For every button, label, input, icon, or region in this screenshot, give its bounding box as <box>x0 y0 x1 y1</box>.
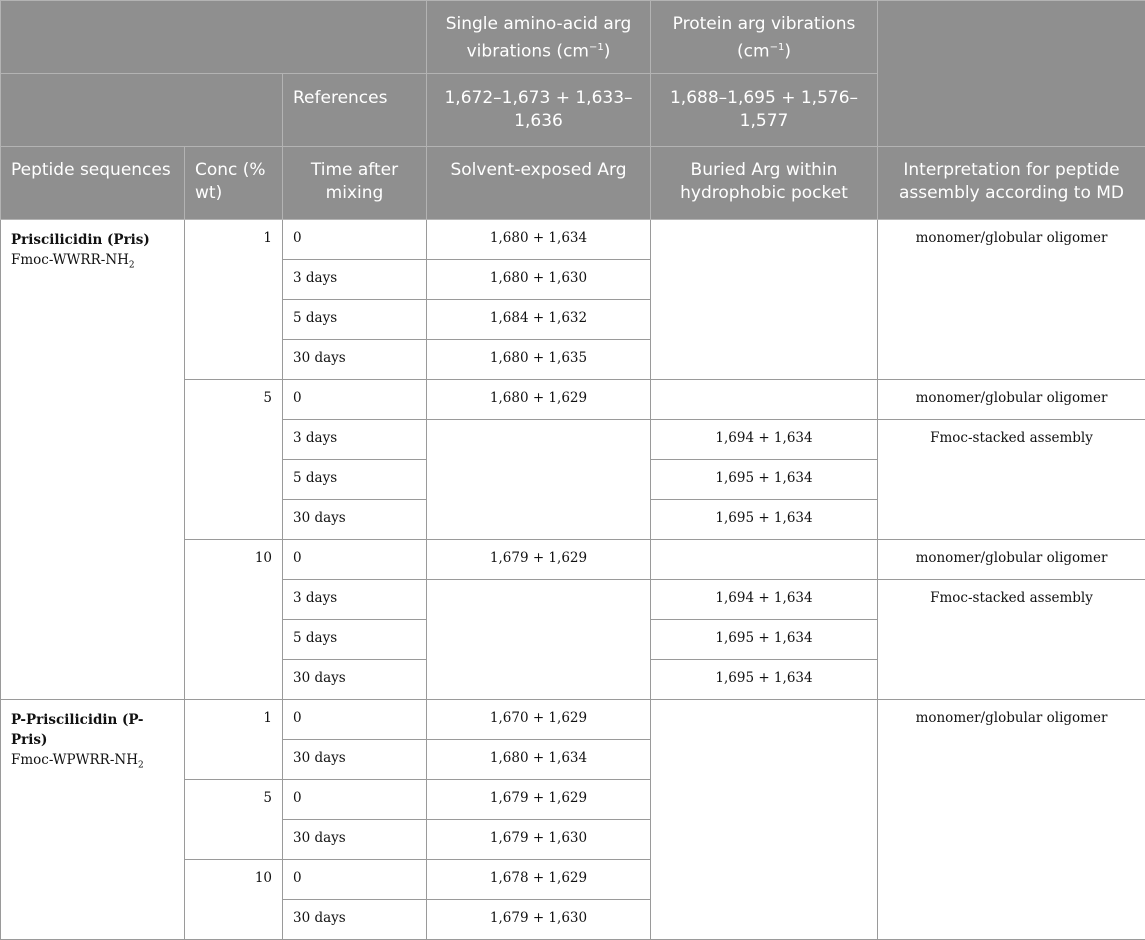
peptide-name: P-Priscilicidin (P-Pris) <box>11 710 174 750</box>
header-blank <box>1 1 427 74</box>
solvent-cell: 1,670 + 1,629 <box>427 700 651 740</box>
header-single-ref: 1,672–1,673 + 1,633–1,636 <box>427 74 651 147</box>
header-conc: Conc (% wt) <box>185 147 283 220</box>
time-cell: 30 days <box>283 820 427 860</box>
time-cell: 5 days <box>283 460 427 500</box>
solvent-cell: 1,679 + 1,630 <box>427 900 651 940</box>
solvent-cell: 1,679 + 1,629 <box>427 540 651 580</box>
buried-cell: 1,694 + 1,634 <box>651 580 878 620</box>
header-peptide: Peptide sequences <box>1 147 185 220</box>
buried-cell <box>651 700 878 940</box>
solvent-cell: 1,680 + 1,629 <box>427 380 651 420</box>
time-cell: 0 <box>283 780 427 820</box>
interp-cell: monomer/globular oligomer <box>878 220 1145 380</box>
time-cell: 0 <box>283 540 427 580</box>
table-row <box>1 700 1145 740</box>
time-cell: 3 days <box>283 260 427 300</box>
time-cell: 30 days <box>283 660 427 700</box>
solvent-cell: 1,680 + 1,630 <box>427 260 651 300</box>
table-row <box>1 220 1145 260</box>
header-row-1 <box>1 1 1145 74</box>
buried-cell <box>651 220 878 380</box>
solvent-cell: 1,678 + 1,629 <box>427 860 651 900</box>
interp-cell: monomer/globular oligomer <box>878 380 1145 420</box>
time-cell: 30 days <box>283 900 427 940</box>
buried-cell <box>651 380 878 420</box>
peptide-sequence: Fmoc-$WWRR-NH_2$ <box>11 250 174 276</box>
conc-cell: 5 <box>185 780 283 860</box>
conc-cell: 10 <box>185 860 283 940</box>
header-interp: Interpretation for peptide assembly according to MD <box>878 147 1145 220</box>
header-buried: Buried Arg within hydrophobic pocket <box>651 147 878 220</box>
header-protein: Protein arg vibrations $(cm^{-1})$ <box>651 1 878 74</box>
time-cell: 0 <box>283 860 427 900</box>
peptide-name: Priscilicidin (Pris) <box>11 230 174 250</box>
peptide-cell <box>1 700 185 940</box>
buried-cell: 1,695 + 1,634 <box>651 460 878 500</box>
header-single-aa: Single amino-acid arg vibrations $(cm^{-1})$ <box>427 1 651 74</box>
solvent-cell: 1,680 + 1,634 <box>427 740 651 780</box>
peptide-sequence: Fmoc-$WPWRR-NH_2$ <box>11 750 174 776</box>
interp-cell: Fmoc-stacked assembly <box>878 580 1145 700</box>
header-references: References <box>283 74 427 147</box>
conc-cell: 1 <box>185 700 283 780</box>
solvent-cell <box>427 420 651 540</box>
time-cell: 0 <box>283 220 427 260</box>
time-cell: 0 <box>283 700 427 740</box>
conc-cell: 5 <box>185 380 283 540</box>
time-cell: 0 <box>283 380 427 420</box>
header-time: Time after mixing <box>283 147 427 220</box>
buried-cell: 1,695 + 1,634 <box>651 500 878 540</box>
solvent-cell: 1,679 + 1,629 <box>427 780 651 820</box>
time-cell: 30 days <box>283 340 427 380</box>
interp-cell: monomer/globular oligomer <box>878 540 1145 580</box>
time-cell: 5 days <box>283 620 427 660</box>
time-cell: 3 days <box>283 420 427 460</box>
buried-cell: 1,695 + 1,634 <box>651 620 878 660</box>
header-row-3 <box>1 147 1145 220</box>
solvent-cell: 1,680 + 1,635 <box>427 340 651 380</box>
interp-cell: Fmoc-stacked assembly <box>878 420 1145 540</box>
header-solvent: Solvent-exposed Arg <box>427 147 651 220</box>
buried-cell: 1,694 + 1,634 <box>651 420 878 460</box>
solvent-cell <box>427 580 651 700</box>
header-blank-2 <box>1 74 283 147</box>
conc-cell: 1 <box>185 220 283 380</box>
solvent-cell: 1,679 + 1,630 <box>427 820 651 860</box>
header-protein-ref: 1,688–1,695 + 1,576–1,577 <box>651 74 878 147</box>
time-cell: 5 days <box>283 300 427 340</box>
conc-cell: 10 <box>185 540 283 700</box>
time-cell: 30 days <box>283 500 427 540</box>
peptide-cell <box>1 220 185 700</box>
solvent-cell: 1,684 + 1,632 <box>427 300 651 340</box>
time-cell: 3 days <box>283 580 427 620</box>
interp-cell: monomer/globular oligomer <box>878 700 1145 940</box>
buried-cell <box>651 540 878 580</box>
time-cell: 30 days <box>283 740 427 780</box>
buried-cell: 1,695 + 1,634 <box>651 660 878 700</box>
header-blank-right <box>878 1 1145 147</box>
solvent-cell: 1,680 + 1,634 <box>427 220 651 260</box>
